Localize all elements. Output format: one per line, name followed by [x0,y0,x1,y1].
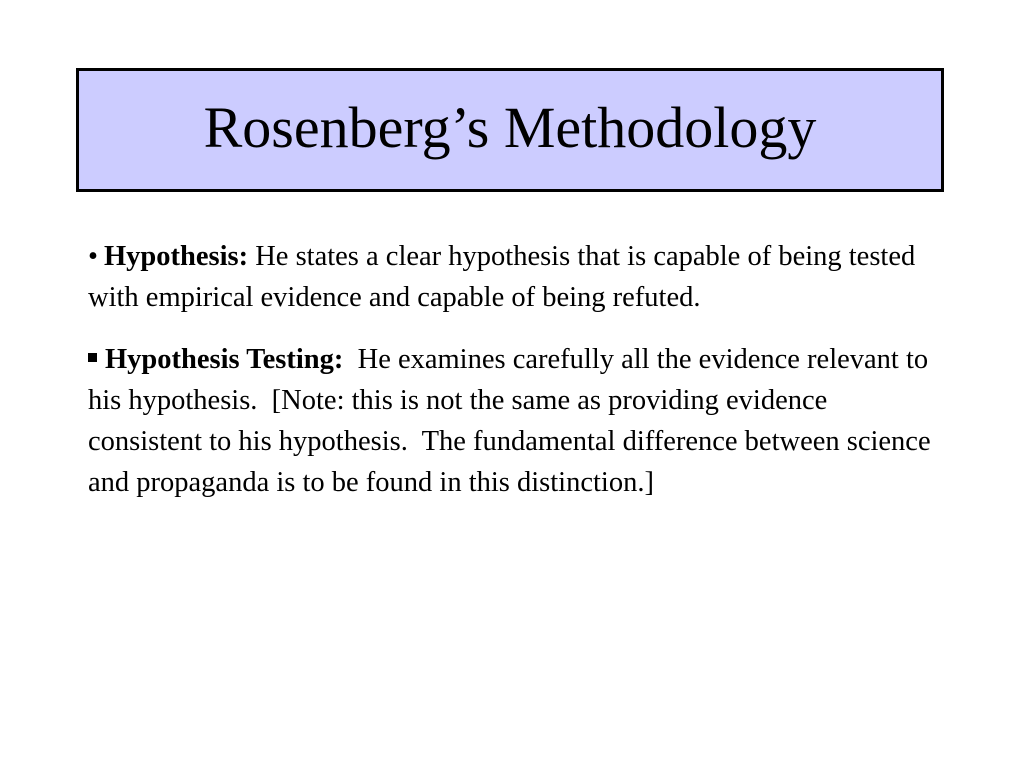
term-label: Hypothesis: [103,241,249,272]
term-label: Hypothesis Testing: [105,344,344,375]
bullet-text: He examines carefully all the evidence relevant to his hypothesis. [Note: this is not the same as providing evidence consistent to his hypothesis. The fundamental difference between science and propaganda is to be found in this distinction.] [88,344,938,498]
bullet-text: He states a clear hypothesis that is capable of being tested with empirical evidence and capable of being refuted. [88,241,916,313]
square-bullet-icon [88,353,97,362]
bullet-item-hypothesis [88,236,948,318]
slide-title: Rosenberg’s Methodology [203,95,817,160]
bullet-item-hypothesis-testing [88,339,948,503]
slide-body [88,236,948,503]
title-box [76,68,944,192]
bullet-dot-icon: • [88,241,98,272]
